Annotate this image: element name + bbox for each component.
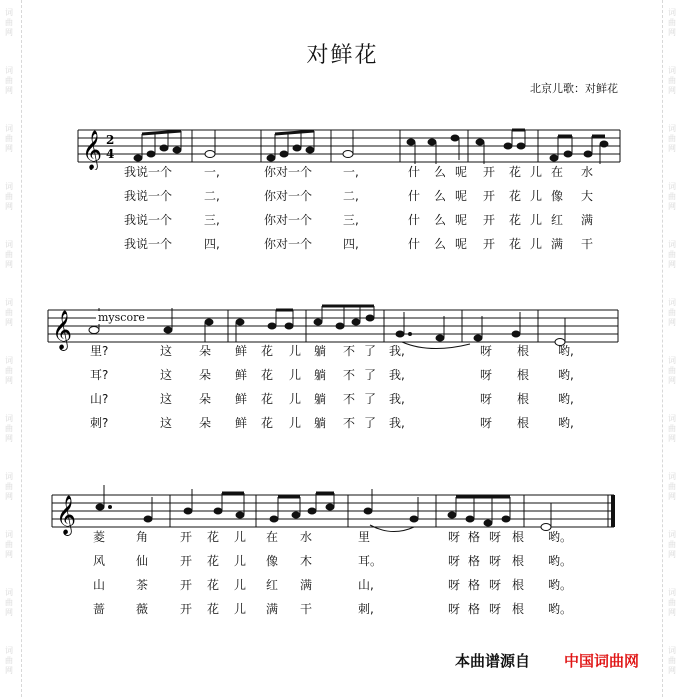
lyric-syllable: 朵 [199, 416, 212, 430]
note [205, 319, 213, 325]
lyric-syllable: 里? [90, 344, 109, 358]
note [451, 135, 459, 141]
lyric-syllable: 开 [180, 554, 193, 568]
lyric-syllable: 水 [581, 165, 594, 179]
watermark-char: 网 [668, 492, 676, 501]
treble-clef: 𝄞 [82, 130, 103, 170]
lyric-syllable: 满 [551, 237, 564, 251]
lyric-syllable: 根 [512, 602, 525, 616]
watermark-char: 曲 [668, 540, 676, 549]
lyric-syllable: 一, [204, 165, 220, 179]
lyric-syllable: 根 [512, 554, 525, 568]
lyric-syllable: 耳? [90, 368, 109, 382]
watermark-char: 曲 [5, 192, 13, 201]
note [214, 508, 222, 514]
watermark-char: 网 [5, 376, 13, 385]
lyric-syllable: 我, [389, 392, 405, 406]
lyric-syllable: 什 [408, 213, 421, 227]
note [448, 512, 456, 518]
lyric-syllable: 不 [343, 416, 356, 430]
note [164, 327, 172, 333]
lyric-syllable: 么 [434, 237, 447, 251]
watermark-char: 词 [668, 472, 676, 481]
lyric-syllable: 三, [204, 213, 220, 227]
lyric-syllable: 大 [581, 189, 594, 203]
lyric-syllable: 了 [364, 392, 377, 406]
lyric-syllable: 躺 [314, 368, 327, 382]
note [502, 516, 510, 522]
watermark-char: 网 [5, 318, 13, 327]
watermark-char: 曲 [668, 598, 676, 607]
note [410, 516, 418, 522]
lyric-row [0, 552, 685, 568]
watermark-char: 词 [668, 182, 676, 191]
lyric-syllable: 木 [300, 554, 313, 568]
note [476, 139, 484, 145]
lyric-syllable: 满 [581, 213, 594, 227]
watermark-char: 曲 [5, 656, 13, 665]
lyric-syllable: 哟, [558, 368, 574, 382]
lyric-syllable: 花 [261, 416, 274, 430]
lyric-syllable: 格 [468, 578, 481, 592]
lyric-syllable: 呀 [448, 554, 461, 568]
watermark-char: 网 [668, 260, 676, 269]
lyric-syllable: 呀 [448, 578, 461, 592]
lyric-syllable: 鲜 [235, 344, 248, 358]
watermark-char: 曲 [668, 656, 676, 665]
lyric-syllable: 不 [343, 368, 356, 382]
lyric-syllable: 我说一个 [124, 189, 173, 203]
note [236, 512, 244, 518]
lyric-syllable: 水 [300, 530, 313, 544]
time-signature-top: 2 [106, 133, 115, 147]
lyric-syllable: 花 [261, 344, 274, 358]
watermark-char: 曲 [668, 250, 676, 259]
lyric-syllable: 这 [160, 368, 173, 382]
note [306, 147, 314, 153]
lyric-row [0, 414, 685, 430]
watermark-char: 曲 [668, 424, 676, 433]
watermark-char: 词 [668, 356, 676, 365]
lyric-syllable: 格 [468, 602, 481, 616]
lyric-syllable: 里 [358, 530, 371, 544]
lyric-syllable: 像 [266, 554, 279, 568]
watermark-char: 网 [5, 666, 13, 675]
lyric-syllable: 朵 [199, 392, 212, 406]
lyric-syllable: 我说一个 [124, 237, 173, 251]
lyric-syllable: 根 [512, 578, 525, 592]
lyric-syllable: 儿 [530, 213, 543, 227]
lyric-syllable: 花 [509, 213, 522, 227]
lyric-syllable: 二, [204, 189, 220, 203]
lyric-row [0, 390, 685, 406]
lyric-syllable: 儿 [289, 416, 302, 430]
lyric-syllable: 这 [160, 392, 173, 406]
lyric-syllable: 刺, [358, 602, 374, 616]
watermark-char: 曲 [5, 308, 13, 317]
lyric-syllable: 茶 [136, 578, 149, 592]
lyric-syllable: 鲜 [235, 416, 248, 430]
watermark-char: 词 [668, 414, 676, 423]
lyric-row [0, 235, 685, 251]
lyric-syllable: 躺 [314, 416, 327, 430]
lyric-syllable: 呀 [448, 530, 461, 544]
lyric-syllable: 根 [517, 416, 530, 430]
lyric-syllable: 一, [343, 165, 359, 179]
watermark-char: 网 [668, 318, 676, 327]
lyric-syllable: 在 [551, 165, 564, 179]
note [428, 139, 436, 145]
watermark-char: 网 [5, 202, 13, 211]
lyric-row [0, 366, 685, 382]
lyric-syllable: 鲜 [235, 392, 248, 406]
lyric-syllable: 开 [483, 189, 496, 203]
watermark-char: 曲 [668, 76, 676, 85]
note [236, 319, 244, 325]
lyric-syllable: 我, [389, 368, 405, 382]
lyric-syllable: 根 [517, 344, 530, 358]
watermark-char: 曲 [5, 598, 13, 607]
note [268, 323, 276, 329]
lyric-syllable: 耳。 [358, 554, 383, 568]
lyric-syllable: 不 [343, 392, 356, 406]
lyric-syllable: 我说一个 [124, 213, 173, 227]
lyric-syllable: 红 [266, 578, 279, 592]
lyric-syllable: 二, [343, 189, 359, 203]
lyric-syllable: 薇 [136, 602, 149, 616]
watermark-char: 曲 [5, 250, 13, 259]
watermark-char: 网 [668, 434, 676, 443]
lyric-syllable: 哟, [558, 416, 574, 430]
lyric-syllable: 花 [261, 392, 274, 406]
watermark-char: 词 [5, 124, 13, 133]
watermark-char: 曲 [5, 76, 13, 85]
note [474, 335, 482, 341]
lyric-syllable: 在 [266, 530, 279, 544]
lyric-syllable: 开 [483, 213, 496, 227]
note [308, 508, 316, 514]
lyric-syllable: 朵 [199, 344, 212, 358]
watermark-char: 曲 [668, 18, 676, 27]
lyric-syllable: 哟。 [548, 530, 573, 544]
lyric-syllable: 了 [364, 368, 377, 382]
watermark-char: 曲 [5, 134, 13, 143]
lyric-row [0, 528, 685, 544]
lyric-syllable: 儿 [234, 554, 247, 568]
lyric-syllable: 呀 [480, 416, 493, 430]
watermark-char: 网 [668, 28, 676, 37]
lyric-syllable: 了 [364, 344, 377, 358]
watermark-char: 词 [668, 8, 676, 17]
lyric-syllable: 呢 [455, 189, 468, 203]
lyric-syllable: 菱 [93, 530, 106, 544]
lyric-syllable: 哟。 [548, 602, 573, 616]
lyric-syllable: 哟, [558, 392, 574, 406]
watermark-char: 词 [668, 124, 676, 133]
note [160, 145, 168, 151]
treble-clef: 𝄞 [52, 310, 73, 350]
note [366, 315, 374, 321]
lyric-row [0, 187, 685, 203]
composer-credit: 北京儿歌：对鲜花 [530, 82, 618, 95]
lyric-syllable: 儿 [234, 530, 247, 544]
lyric-syllable: 么 [434, 189, 447, 203]
lyric-syllable: 你对一个 [264, 213, 313, 227]
myscore-stamp: myscore [98, 311, 145, 324]
lyric-syllable: 我说一个 [124, 165, 173, 179]
lyric-syllable: 花 [261, 368, 274, 382]
watermark-char: 网 [668, 608, 676, 617]
lyric-syllable: 呀 [480, 392, 493, 406]
lyric-syllable: 开 [483, 165, 496, 179]
note [512, 331, 520, 337]
lyric-syllable: 蔷 [93, 602, 106, 616]
lyric-syllable: 你对一个 [264, 165, 313, 179]
lyric-syllable: 花 [207, 554, 220, 568]
lyric-row [0, 600, 685, 616]
watermark-char: 网 [668, 666, 676, 675]
lyric-syllable: 开 [483, 237, 496, 251]
watermark-char: 网 [5, 86, 13, 95]
lyric-syllable: 我, [389, 344, 405, 358]
watermark-char: 词 [5, 8, 13, 17]
lyric-syllable: 角 [136, 530, 149, 544]
watermark-char: 网 [5, 28, 13, 37]
lyric-syllable: 儿 [289, 344, 302, 358]
note [336, 323, 344, 329]
lyric-syllable: 呢 [455, 237, 468, 251]
note [147, 151, 155, 157]
watermark-char: 曲 [668, 308, 676, 317]
note [280, 151, 288, 157]
watermark-char: 网 [668, 376, 676, 385]
lyric-syllable: 儿 [234, 578, 247, 592]
lyric-syllable: 这 [160, 416, 173, 430]
lyric-syllable: 么 [434, 165, 447, 179]
watermark-char: 网 [5, 608, 13, 617]
lyric-syllable: 山 [93, 578, 106, 592]
note [600, 141, 608, 147]
note [270, 516, 278, 522]
lyric-syllable: 根 [517, 392, 530, 406]
lyric-syllable: 我, [389, 416, 405, 430]
lyric-syllable: 呀 [480, 344, 493, 358]
lyric-syllable: 呢 [455, 165, 468, 179]
lyric-syllable: 花 [509, 189, 522, 203]
lyric-syllable: 开 [180, 578, 193, 592]
watermark-char: 词 [5, 472, 13, 481]
lyric-syllable: 什 [408, 165, 421, 179]
note [396, 331, 404, 337]
source-label: 本曲谱源自 [455, 652, 531, 670]
note [134, 155, 142, 161]
watermark-char: 词 [5, 646, 13, 655]
lyric-row [0, 163, 685, 179]
lyric-syllable: 什 [408, 189, 421, 203]
lyric-syllable: 你对一个 [264, 237, 313, 251]
watermark-char: 词 [5, 182, 13, 191]
note [436, 335, 444, 341]
note [584, 151, 592, 157]
lyric-syllable: 躺 [314, 392, 327, 406]
lyric-syllable: 三, [343, 213, 359, 227]
watermark-char: 词 [668, 646, 676, 655]
watermark-char: 曲 [668, 134, 676, 143]
note [466, 516, 474, 522]
watermark-char: 网 [668, 144, 676, 153]
watermark-char: 网 [5, 550, 13, 559]
watermark-char: 词 [5, 66, 13, 75]
lyric-row [0, 211, 685, 227]
lyric-syllable: 儿 [289, 368, 302, 382]
lyric-syllable: 儿 [530, 237, 543, 251]
watermark-char: 网 [5, 260, 13, 269]
note [326, 504, 334, 510]
watermark-char: 网 [668, 86, 676, 95]
note [314, 319, 322, 325]
lyric-syllable: 仙 [136, 554, 149, 568]
lyric-syllable: 山, [358, 578, 374, 592]
lyric-syllable: 红 [551, 213, 564, 227]
lyric-syllable: 这 [160, 344, 173, 358]
lyric-syllable: 开 [180, 530, 193, 544]
lyric-syllable: 你对一个 [264, 189, 313, 203]
note [267, 155, 275, 161]
lyric-syllable: 儿 [530, 165, 543, 179]
lyric-syllable: 四, [343, 237, 359, 251]
lyric-syllable: 儿 [234, 602, 247, 616]
lyric-syllable: 呀 [489, 578, 502, 592]
lyric-syllable: 满 [300, 578, 313, 592]
lyric-syllable: 根 [512, 530, 525, 544]
watermark-char: 词 [5, 414, 13, 423]
lyric-syllable: 鲜 [235, 368, 248, 382]
source-site-link[interactable]: 中国词曲网 [564, 652, 640, 670]
note [205, 151, 215, 158]
watermark-char: 网 [5, 434, 13, 443]
lyric-syllable: 儿 [289, 392, 302, 406]
lyric-syllable: 开 [180, 602, 193, 616]
lyric-syllable: 花 [509, 237, 522, 251]
treble-clef: 𝄞 [56, 495, 77, 535]
note [293, 145, 301, 151]
watermark-char: 词 [668, 530, 676, 539]
lyric-syllable: 什 [408, 237, 421, 251]
watermark-char: 词 [5, 240, 13, 249]
lyric-syllable: 花 [207, 530, 220, 544]
watermark-char: 词 [5, 356, 13, 365]
lyric-syllable: 根 [517, 368, 530, 382]
watermark-char: 词 [668, 66, 676, 75]
lyric-syllable: 像 [551, 189, 564, 203]
note [285, 323, 293, 329]
note [89, 327, 99, 334]
note [550, 155, 558, 161]
lyric-syllable: 四, [204, 237, 220, 251]
lyric-syllable: 干 [581, 237, 594, 251]
note [292, 512, 300, 518]
lyric-syllable: 朵 [199, 368, 212, 382]
lyric-syllable: 躺 [314, 344, 327, 358]
watermark-char: 网 [5, 492, 13, 501]
lyric-row [0, 576, 685, 592]
note [517, 143, 525, 149]
lyric-syllable: 不 [343, 344, 356, 358]
lyric-syllable: 风 [93, 554, 106, 568]
note [484, 520, 492, 526]
watermark-char: 曲 [5, 540, 13, 549]
watermark-char: 词 [668, 240, 676, 249]
watermark-char: 网 [668, 202, 676, 211]
lyric-syllable: 么 [434, 213, 447, 227]
lyric-syllable: 呀 [480, 368, 493, 382]
note [144, 516, 152, 522]
note [96, 504, 104, 510]
lyric-syllable: 哟, [558, 344, 574, 358]
lyric-syllable: 花 [509, 165, 522, 179]
note [343, 151, 353, 158]
song-title: 对鲜花 [306, 43, 379, 68]
watermark-char: 词 [5, 588, 13, 597]
lyric-syllable: 呢 [455, 213, 468, 227]
lyric-syllable: 干 [300, 602, 313, 616]
note [504, 143, 512, 149]
watermark-char: 网 [668, 550, 676, 559]
lyric-syllable: 格 [468, 530, 481, 544]
watermark-char: 词 [5, 530, 13, 539]
watermark-char: 词 [5, 298, 13, 307]
lyric-syllable: 花 [207, 602, 220, 616]
lyric-syllable: 满 [266, 602, 279, 616]
note [564, 151, 572, 157]
lyric-syllable: 花 [207, 578, 220, 592]
watermark-char: 曲 [668, 192, 676, 201]
lyric-syllable: 呀 [448, 602, 461, 616]
note [407, 139, 415, 145]
watermark-char: 网 [5, 144, 13, 153]
watermark-char: 曲 [5, 366, 13, 375]
lyric-syllable: 哟。 [548, 578, 573, 592]
watermark-char: 词 [668, 588, 676, 597]
watermark-char: 曲 [5, 18, 13, 27]
lyric-syllable: 呀 [489, 530, 502, 544]
lyric-syllable: 哟。 [548, 554, 573, 568]
lyric-row [0, 342, 685, 358]
lyric-syllable: 刺? [90, 416, 109, 430]
watermark-char: 曲 [668, 482, 676, 491]
lyric-syllable: 儿 [530, 189, 543, 203]
lyric-syllable: 呀 [489, 554, 502, 568]
note [352, 319, 360, 325]
lyric-syllable: 呀 [489, 602, 502, 616]
lyric-syllable: 了 [364, 416, 377, 430]
lyric-syllable: 山? [90, 392, 109, 406]
lyric-syllable: 格 [468, 554, 481, 568]
watermark-char: 曲 [668, 366, 676, 375]
watermark-char: 曲 [5, 424, 13, 433]
note [364, 508, 372, 514]
note [173, 147, 181, 153]
time-signature-bottom: 4 [106, 147, 115, 161]
note [184, 508, 192, 514]
watermark-char: 词 [668, 298, 676, 307]
watermark-char: 曲 [5, 482, 13, 491]
